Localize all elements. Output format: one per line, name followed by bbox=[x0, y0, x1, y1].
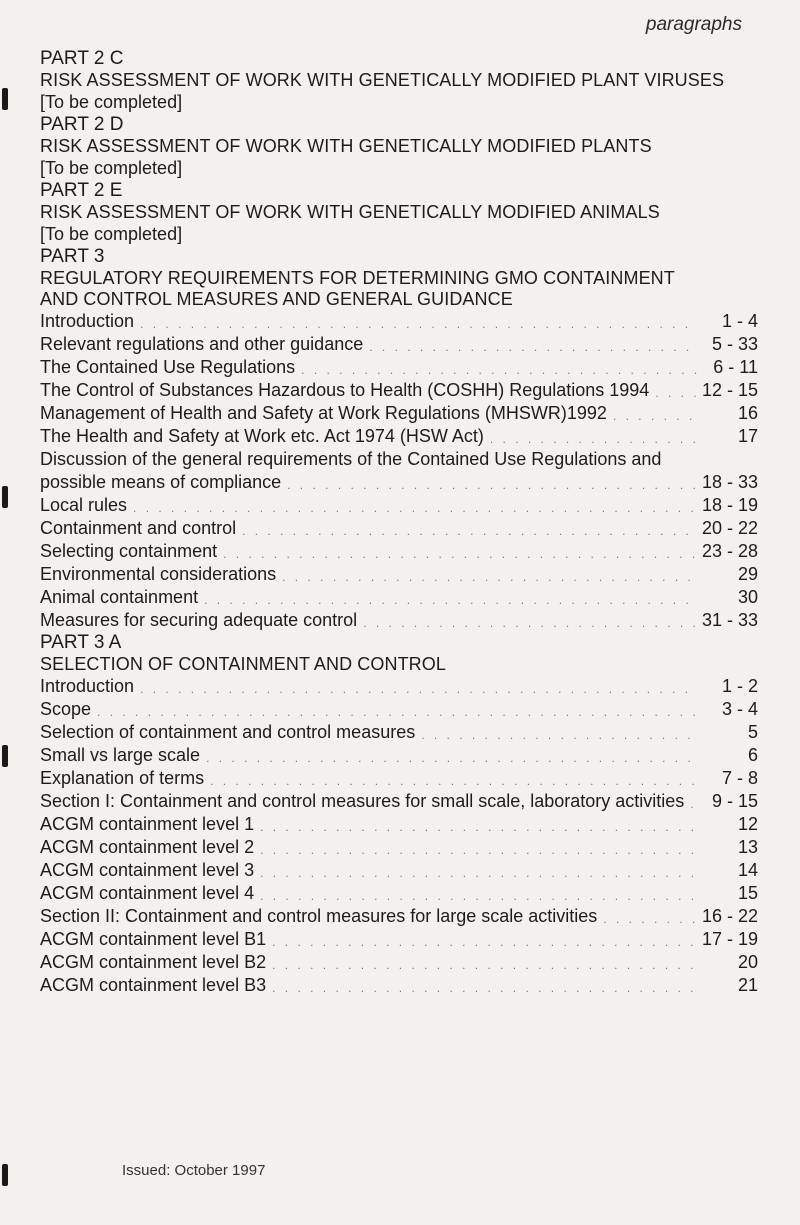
toc-entry[interactable] bbox=[40, 563, 758, 586]
dot-leader bbox=[363, 614, 696, 632]
toc-entry[interactable] bbox=[40, 698, 758, 721]
toc-entry[interactable] bbox=[40, 859, 758, 882]
toc-entry[interactable] bbox=[40, 540, 758, 563]
dot-leader bbox=[603, 910, 696, 928]
toc-entry-title: possible means of compliance bbox=[40, 472, 282, 492]
dot-leader bbox=[242, 522, 696, 540]
toc-entry[interactable] bbox=[40, 813, 758, 836]
toc-entry-pages: 5 bbox=[747, 722, 758, 742]
toc-entry[interactable] bbox=[40, 310, 758, 333]
toc-entry[interactable] bbox=[40, 721, 758, 744]
dot-leader bbox=[287, 476, 696, 494]
toc-entry-title: Measures for securing adequate control bbox=[40, 610, 358, 630]
table-of-contents bbox=[40, 48, 758, 997]
part-note: [To be completed] bbox=[40, 92, 183, 112]
toc-entry-pages: 5 - 33 bbox=[711, 334, 758, 354]
toc-entry-pages: 31 - 33 bbox=[701, 610, 758, 630]
part-title-line2: AND CONTROL MEASURES AND GENERAL GUIDANCE bbox=[40, 289, 513, 309]
part-title: RISK ASSESSMENT OF WORK WITH GENETICALLY MODIFIED ANIMALS bbox=[40, 202, 660, 222]
toc-entry-title: ACGM containment level 4 bbox=[40, 883, 255, 903]
part-2e-section bbox=[40, 180, 758, 246]
dot-leader bbox=[204, 591, 698, 609]
toc-entry[interactable] bbox=[40, 609, 758, 632]
toc-entry-pages: 13 bbox=[737, 837, 758, 857]
toc-entry[interactable] bbox=[40, 675, 758, 698]
dot-leader bbox=[210, 772, 698, 790]
toc-entry[interactable] bbox=[40, 882, 758, 905]
toc-entry-pages: 20 bbox=[737, 952, 758, 972]
dot-leader bbox=[140, 315, 698, 333]
toc-entry-title: The Health and Safety at Work etc. Act 1974 (HSW Act) bbox=[40, 426, 484, 446]
part-title-line1: REGULATORY REQUIREMENTS FOR DETERMINING GMO CONTAINMENT bbox=[40, 268, 675, 288]
toc-entry[interactable] bbox=[40, 767, 758, 790]
column-header-paragraphs: paragraphs bbox=[645, 14, 742, 35]
toc-entry[interactable] bbox=[40, 494, 758, 517]
toc-entry[interactable] bbox=[40, 586, 758, 609]
part-2c-section bbox=[40, 48, 758, 114]
issued-date-footer: Issued: October 1997 bbox=[122, 1162, 266, 1179]
dot-leader bbox=[260, 864, 698, 882]
toc-entry-pages: 1 - 2 bbox=[721, 676, 758, 696]
dot-leader bbox=[223, 545, 696, 563]
toc-entry-title: Section I: Containment and control measures for small scale, laboratory activities bbox=[40, 791, 685, 811]
part-note: [To be completed] bbox=[40, 224, 183, 244]
toc-entry-pages: 15 bbox=[737, 883, 758, 903]
dot-leader bbox=[260, 887, 698, 905]
toc-entry-title: Selecting containment bbox=[40, 541, 218, 561]
toc-entry-title: Introduction bbox=[40, 676, 135, 696]
dot-leader bbox=[260, 841, 698, 859]
toc-entry-pages: 16 bbox=[737, 403, 758, 423]
dot-leader bbox=[613, 407, 698, 425]
toc-entry-pages: 16 - 22 bbox=[701, 906, 758, 926]
toc-entry-pages: 20 - 22 bbox=[701, 518, 758, 538]
margin-mark bbox=[2, 88, 8, 110]
toc-entry-pages: 17 bbox=[737, 426, 758, 446]
part-title: SELECTION OF CONTAINMENT AND CONTROL bbox=[40, 654, 446, 674]
dot-leader bbox=[655, 384, 696, 402]
toc-entry-title: Selection of containment and control measures bbox=[40, 722, 416, 742]
dot-leader bbox=[272, 956, 698, 974]
toc-entry-pages: 6 bbox=[747, 745, 758, 765]
toc-entry-pages: 23 - 28 bbox=[701, 541, 758, 561]
toc-entry-pages: 30 bbox=[737, 587, 758, 607]
toc-entry-pages: 18 - 33 bbox=[701, 472, 758, 492]
toc-entry-title: ACGM containment level 3 bbox=[40, 860, 255, 880]
toc-entry-pages: 29 bbox=[737, 564, 758, 584]
part-label: PART 3 A bbox=[40, 632, 122, 653]
toc-entry-title: ACGM containment level B3 bbox=[40, 975, 267, 995]
toc-entry[interactable] bbox=[40, 951, 758, 974]
toc-entry[interactable] bbox=[40, 836, 758, 859]
toc-entry[interactable] bbox=[40, 425, 758, 448]
part-2d-section bbox=[40, 114, 758, 180]
dot-leader bbox=[140, 680, 698, 698]
toc-entry[interactable] bbox=[40, 928, 758, 951]
toc-entry-title: Scope bbox=[40, 699, 92, 719]
toc-entry-title: Containment and control bbox=[40, 518, 237, 538]
toc-entry-title: Relevant regulations and other guidance bbox=[40, 334, 364, 354]
dot-leader bbox=[690, 795, 698, 813]
dot-leader bbox=[133, 499, 696, 517]
dot-leader bbox=[282, 568, 698, 586]
toc-entry-pages: 21 bbox=[737, 975, 758, 995]
dot-leader bbox=[206, 749, 698, 767]
part-label: PART 2 E bbox=[40, 180, 123, 201]
part-note: [To be completed] bbox=[40, 158, 183, 178]
toc-entry[interactable] bbox=[40, 402, 758, 425]
toc-entry-title: Explanation of terms bbox=[40, 768, 205, 788]
toc-entry-title: ACGM containment level 1 bbox=[40, 814, 255, 834]
dot-leader bbox=[272, 979, 698, 997]
toc-entry[interactable] bbox=[40, 356, 758, 379]
part-label: PART 2 D bbox=[40, 114, 124, 135]
toc-entry-title: The Contained Use Regulations bbox=[40, 357, 296, 377]
toc-entry-title: Introduction bbox=[40, 311, 135, 331]
toc-entry-title: The Control of Substances Hazardous to Health (COSHH) Regulations 1994 bbox=[40, 380, 650, 400]
dot-leader bbox=[272, 933, 696, 951]
toc-entry-title: Small vs large scale bbox=[40, 745, 201, 765]
toc-entry[interactable] bbox=[40, 471, 758, 494]
toc-entry-title: Environmental considerations bbox=[40, 564, 277, 584]
dot-leader bbox=[421, 726, 698, 744]
dot-leader bbox=[301, 361, 698, 379]
toc-entry[interactable] bbox=[40, 744, 758, 767]
toc-entry[interactable] bbox=[40, 379, 758, 402]
dot-leader bbox=[369, 338, 698, 356]
margin-mark bbox=[2, 745, 8, 767]
toc-entry-title: Management of Health and Safety at Work Regulations (MHSWR)1992 bbox=[40, 403, 607, 423]
part-label: PART 3 bbox=[40, 246, 105, 267]
part-3a-section bbox=[40, 632, 758, 997]
part-label: PART 2 C bbox=[40, 48, 124, 69]
toc-entry[interactable] bbox=[40, 517, 758, 540]
toc-entry-pages: 1 - 4 bbox=[721, 311, 758, 331]
dot-leader bbox=[97, 703, 698, 721]
toc-entry-pages: 9 - 15 bbox=[711, 791, 758, 811]
toc-entry-pages: 6 - 11 bbox=[713, 357, 758, 377]
toc-entry-title: ACGM containment level B2 bbox=[40, 952, 267, 972]
toc-entry[interactable] bbox=[40, 974, 758, 997]
part-3-section bbox=[40, 246, 758, 632]
part-title: RISK ASSESSMENT OF WORK WITH GENETICALLY MODIFIED PLANT VIRUSES bbox=[40, 70, 725, 90]
toc-entry[interactable] bbox=[40, 790, 758, 813]
toc-entry-pages: 12 bbox=[737, 814, 758, 834]
toc-entry-pages: 17 - 19 bbox=[701, 929, 758, 949]
toc-entry-title: ACGM containment level 2 bbox=[40, 837, 255, 857]
toc-entry-pages: 12 - 15 bbox=[701, 380, 758, 400]
toc-entry[interactable] bbox=[40, 905, 758, 928]
toc-entry-title-line1: Discussion of the general requirements of the Contained Use Regulations and bbox=[40, 449, 662, 469]
margin-mark bbox=[2, 1164, 8, 1186]
toc-entry[interactable] bbox=[40, 333, 758, 356]
toc-entry-title: Section II: Containment and control measures for large scale activities bbox=[40, 906, 598, 926]
part-title: RISK ASSESSMENT OF WORK WITH GENETICALLY MODIFIED PLANTS bbox=[40, 136, 652, 156]
toc-entry-title: Local rules bbox=[40, 495, 128, 515]
toc-entry-pages: 3 - 4 bbox=[721, 699, 758, 719]
dot-leader bbox=[260, 818, 698, 836]
dot-leader bbox=[490, 430, 698, 448]
margin-mark bbox=[2, 486, 8, 508]
toc-entry-pages: 14 bbox=[737, 860, 758, 880]
toc-entry-title: ACGM containment level B1 bbox=[40, 929, 267, 949]
toc-entry-title: Animal containment bbox=[40, 587, 199, 607]
toc-entry-pages: 18 - 19 bbox=[701, 495, 758, 515]
toc-entry-pages: 7 - 8 bbox=[721, 768, 758, 788]
